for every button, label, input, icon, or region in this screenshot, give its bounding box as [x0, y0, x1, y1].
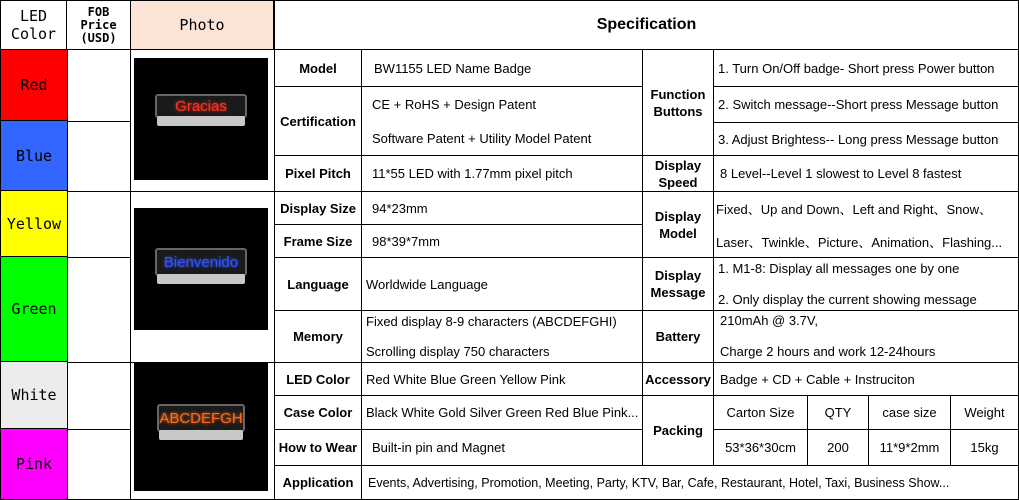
label-display-speed: Display Speed — [654, 157, 702, 190]
packing-header-carton-size: Carton Size — [726, 405, 795, 420]
label-display-model: Display Model — [654, 208, 702, 241]
badge-frame-2 — [157, 274, 245, 284]
header-photo — [130, 0, 274, 50]
led-text-3: ABCDEFGH — [159, 409, 243, 427]
color-label-pink: Pink — [15, 455, 53, 473]
label-frame-size: Frame Size — [283, 233, 353, 249]
label-display-message: Display Message — [650, 268, 706, 300]
color-swatch-green — [0, 257, 67, 362]
product-photo-2 — [134, 208, 268, 330]
value-function-button-2: 2. Switch message--Short press Message button — [718, 97, 999, 112]
color-label-white: White — [11, 386, 57, 404]
value-case-color: Black White Gold Silver Green Red Blue Pink... — [366, 405, 639, 420]
label-display-size: Display Size — [280, 200, 356, 216]
value-how-to-wear: Built-in pin and Magnet — [372, 440, 505, 455]
packing-header-qty: QTY — [824, 405, 852, 420]
color-label-yellow: Yellow — [6, 214, 62, 233]
value-display-size: 94*23mm — [372, 200, 428, 216]
label-how-to-wear: How to Wear — [278, 440, 358, 455]
led-display-2 — [155, 248, 247, 276]
led-text-2: Bienvenido — [163, 253, 239, 271]
color-label-blue: Blue — [15, 146, 53, 165]
value-application: Events, Advertising, Promotion, Meeting, Party, KTV, Bar, Cafe, Restaurant, Hotel, Taxi, Business Show... — [368, 475, 950, 490]
value-battery-1: 210mAh @ 3.7V, — [720, 312, 819, 328]
color-swatch-red — [0, 50, 67, 121]
color-label-green: Green — [11, 300, 57, 318]
label-led-color: LED Color — [286, 371, 350, 387]
value-memory-2: Scrolling display 750 characters — [366, 343, 550, 359]
color-swatch-yellow — [0, 191, 67, 257]
header-led-color — [0, 0, 67, 50]
value-battery-2: Charge 2 hours and work 12-24hours — [720, 343, 936, 359]
color-swatch-blue — [0, 121, 67, 191]
product-photo-1 — [134, 58, 268, 180]
label-battery: Battery — [655, 329, 701, 344]
color-label-red: Red — [20, 76, 48, 94]
label-accessory: Accessory — [645, 371, 711, 387]
value-display-model-2: Laser、Twinkle、Picture、Animation、Flashing... — [716, 234, 1003, 250]
packing-value-carton-size: 53*36*30cm — [725, 440, 796, 455]
label-memory: Memory — [293, 329, 343, 344]
product-photo-3 — [134, 362, 268, 491]
color-swatch-white — [0, 362, 67, 429]
packing-value-case-size: 11*9*2mm — [879, 440, 940, 455]
header-specification — [274, 0, 1019, 50]
value-function-button-3: 3. Adjust Brightess-- Long press Message button — [718, 131, 999, 147]
value-model: BW1155 LED Name Badge — [374, 60, 532, 76]
value-frame-size: 98*39*7mm — [372, 233, 440, 249]
value-certification-2: Software Patent + Utility Model Patent — [372, 130, 592, 146]
label-certification: Certification — [280, 113, 356, 129]
label-case-color: Case Color — [283, 405, 353, 420]
value-display-message-1: 1. M1-8: Display all messages one by one — [718, 260, 960, 276]
header-photo-text: Photo — [179, 16, 225, 34]
value-display-message-2: 2. Only display the current showing message — [718, 291, 977, 307]
value-display-model-1: Fixed、Up and Down、Left and Right、Snow、 — [716, 201, 993, 217]
label-language: Language — [287, 276, 349, 292]
value-language: Worldwide Language — [366, 276, 488, 292]
value-certification-1: CE + RoHS + Design Patent — [372, 96, 537, 112]
label-model: Model — [299, 60, 337, 76]
label-pixel-pitch: Pixel Pitch — [285, 166, 351, 181]
packing-header-weight: Weight — [964, 405, 1005, 420]
value-function-button-1: 1. Turn On/Off badge- Short press Power button — [718, 60, 995, 76]
header-fob-price-text: FOB Price (USD) — [80, 4, 117, 45]
badge-frame-1 — [157, 116, 245, 126]
value-accessory: Badge + CD + Cable + Instruciton — [720, 371, 915, 387]
packing-value-qty: 200 — [827, 440, 849, 455]
header-fob-price — [67, 0, 130, 50]
value-display-speed: 8 Level--Level 1 slowest to Level 8 fastest — [720, 166, 962, 181]
value-led-color: Red White Blue Green Yellow Pink — [366, 371, 566, 387]
badge-frame-3 — [159, 430, 243, 440]
color-swatch-pink — [0, 429, 67, 500]
header-led-color-text: LED Color — [10, 7, 57, 43]
packing-header-case-size: case size — [882, 405, 937, 420]
led-text-1: Gracias — [175, 97, 227, 115]
packing-value-weight: 15kg — [970, 440, 999, 455]
label-application: Application — [282, 475, 354, 490]
label-function-buttons: Function Buttons — [650, 86, 706, 119]
led-display-1 — [155, 94, 247, 118]
value-memory-1: Fixed display 8-9 characters (ABCDEFGHI) — [366, 313, 617, 329]
led-display-3 — [157, 404, 245, 432]
label-packing: Packing — [653, 423, 703, 438]
header-specification-text: Specification — [596, 16, 697, 33]
value-pixel-pitch: 11*55 LED with 1.77mm pixel pitch — [372, 166, 573, 181]
